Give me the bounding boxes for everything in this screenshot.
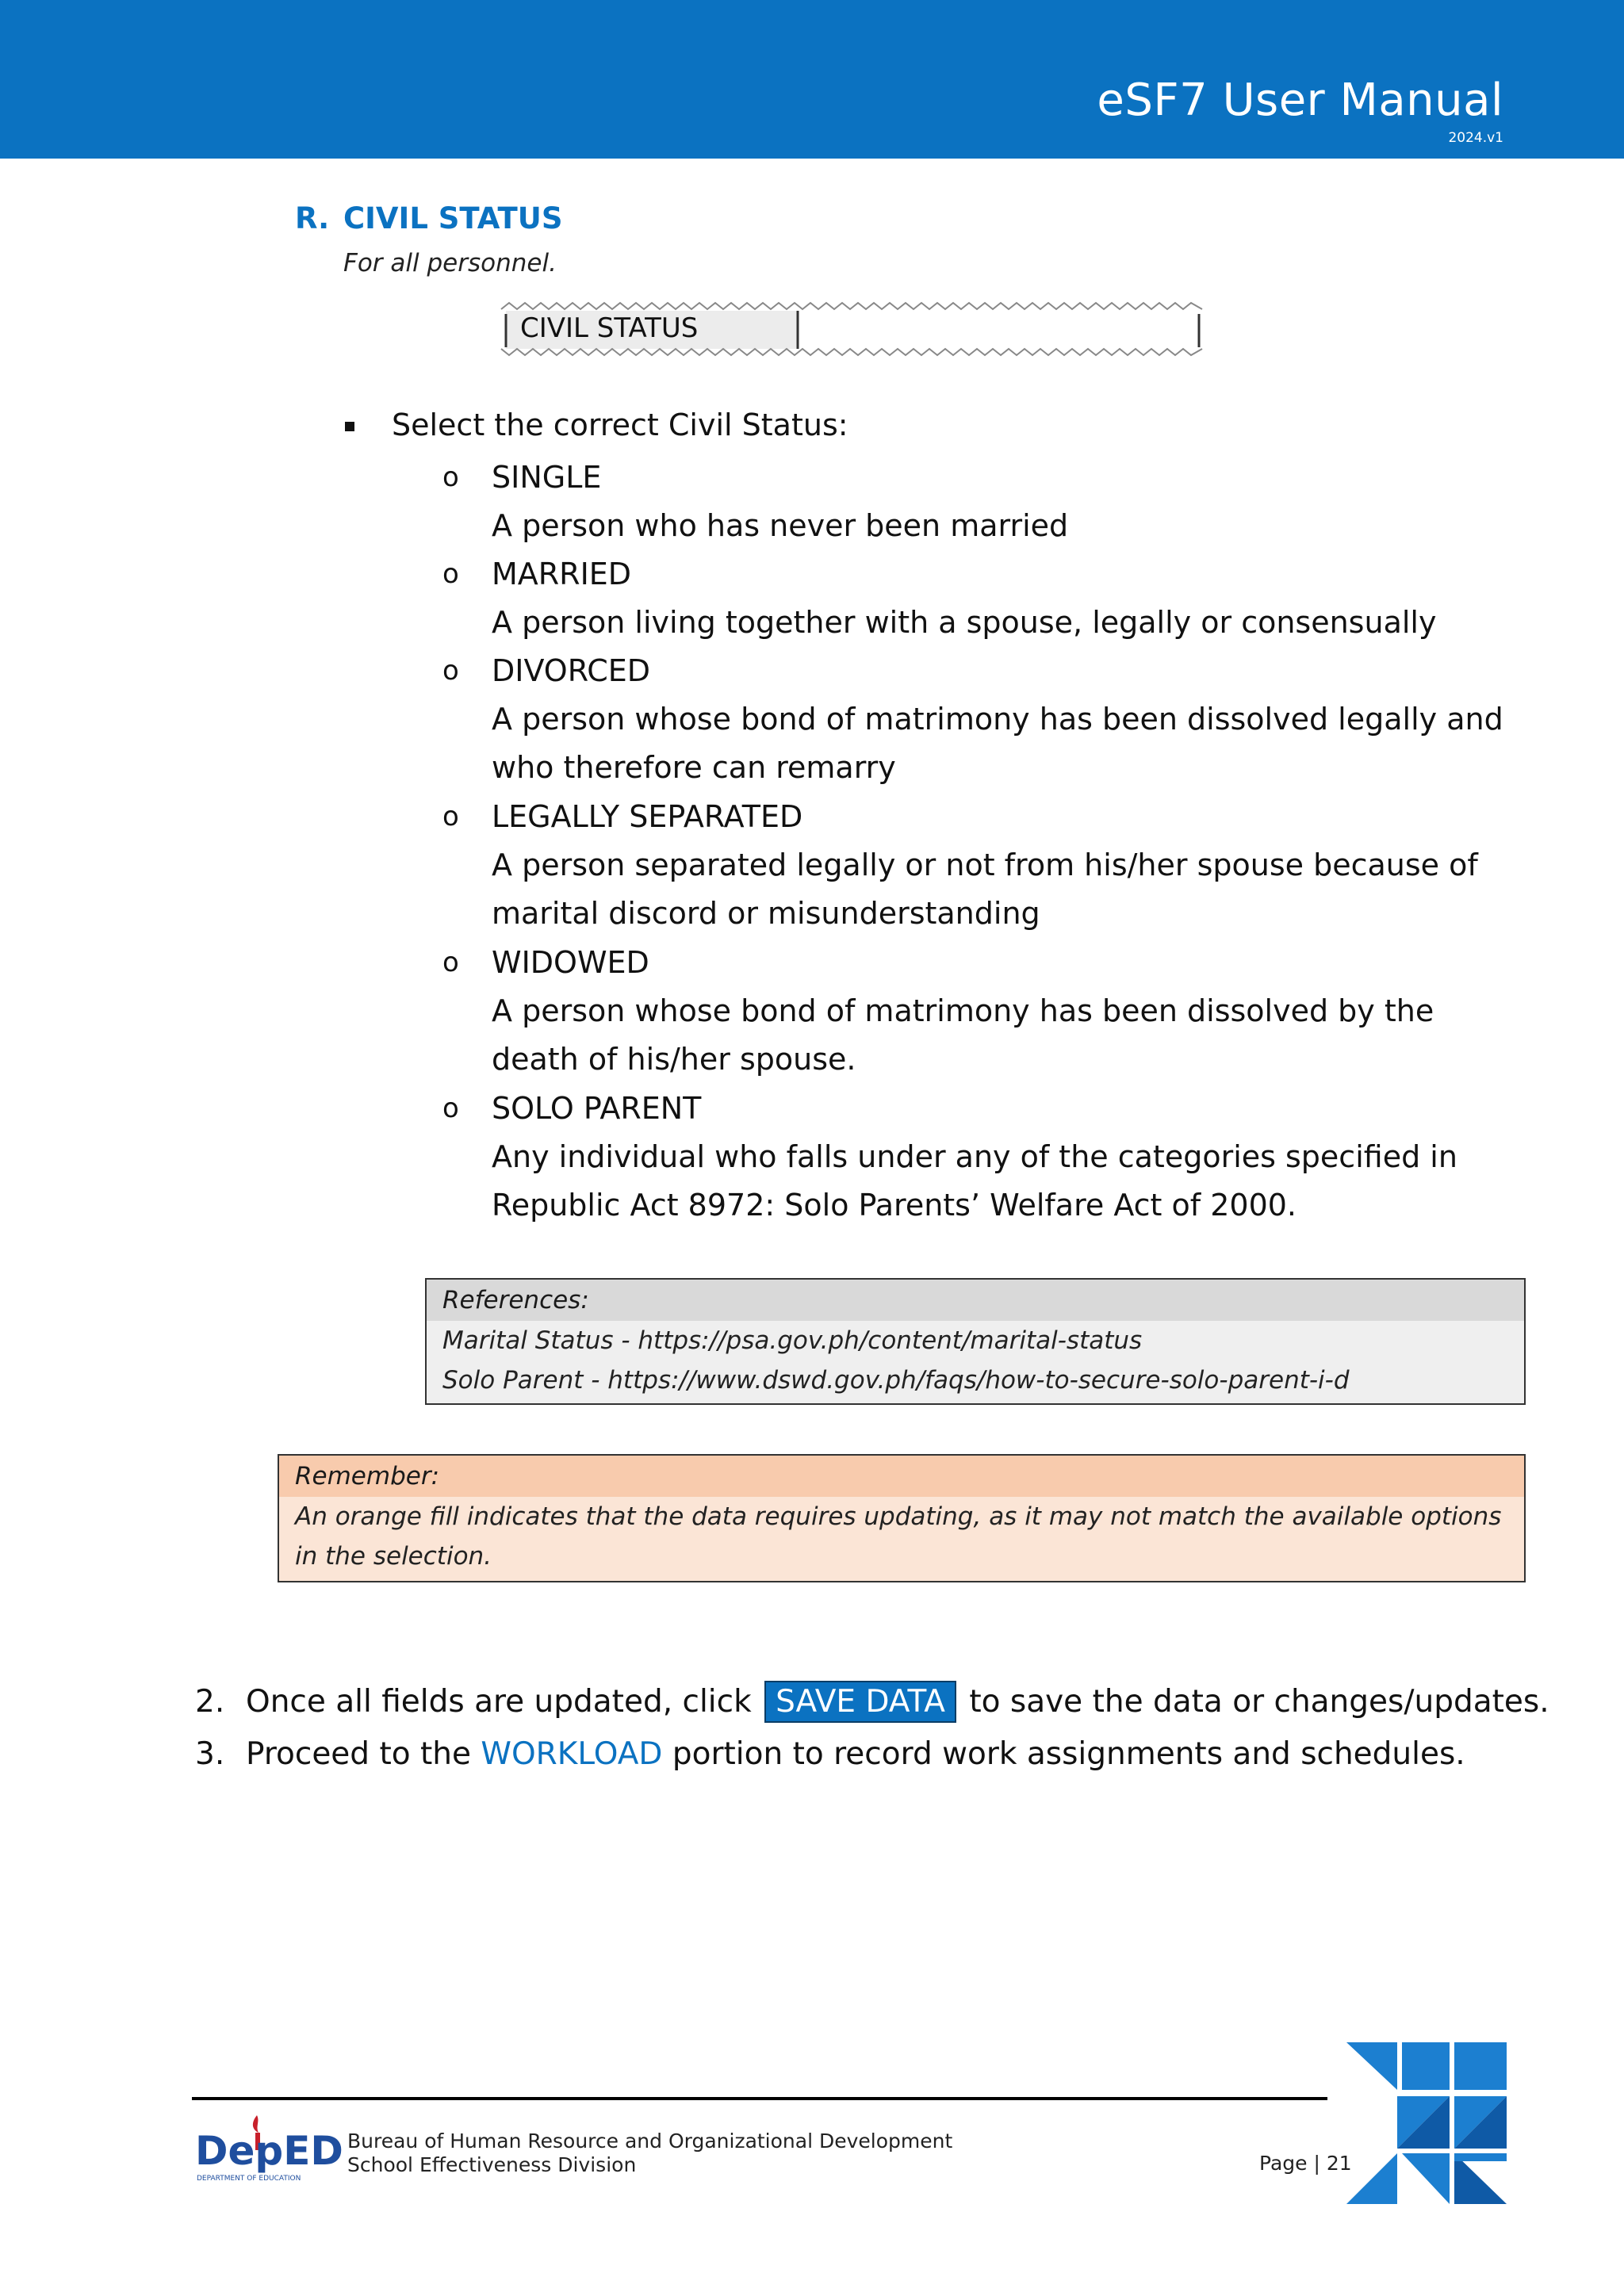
civil-status-field-snippet xyxy=(501,300,1202,358)
footer-org-line: School Effectiveness Division xyxy=(347,2153,637,2176)
footer-divider xyxy=(192,2097,1327,2100)
step-text: Once all fields are updated, click xyxy=(246,1684,752,1720)
option-name: LEGALLY SEPARATED xyxy=(492,799,803,834)
remember-box xyxy=(278,1454,1526,1582)
page-number: Page | 21 xyxy=(1259,2152,1352,2175)
option-description-line: Republic Act 8972: Solo Parents’ Welfare Act of 2000. xyxy=(492,1188,1297,1223)
footer-org-line: Bureau of Human Resource and Organizational Development xyxy=(347,2130,953,2152)
deped-logo xyxy=(195,2112,343,2185)
option-name: DIVORCED xyxy=(492,653,651,688)
option-description-line: A person whose bond of matrimony has been dissolved legally and xyxy=(492,702,1503,737)
references-box xyxy=(425,1278,1526,1405)
option-name: MARRIED xyxy=(492,557,632,591)
option-solo-parent xyxy=(442,1085,1553,1230)
references-heading: References: xyxy=(427,1280,1524,1321)
option-legally-separated xyxy=(442,793,1553,938)
section-subtitle: For all personnel. xyxy=(343,249,557,277)
option-description: A person living together with a spouse, legally or consensually xyxy=(492,605,1437,640)
option-description-line: Any individual who falls under any of the categories specified in xyxy=(492,1139,1457,1174)
option-description-line: marital discord or misunderstanding xyxy=(492,896,1040,931)
step-text: to save the data or changes/updates. xyxy=(969,1684,1549,1720)
step-text: portion to record work assignments and schedules. xyxy=(672,1736,1465,1772)
step-save xyxy=(195,1681,1591,1723)
reference-link[interactable]: Marital Status - https://psa.gov.ph/content/marital-status xyxy=(442,1326,1143,1355)
logo-subtext: DEPARTMENT OF EDUCATION xyxy=(197,2175,301,2183)
option-name: SOLO PARENT xyxy=(492,1091,702,1126)
option-name: SINGLE xyxy=(492,460,602,495)
document-title: eSF7 User Manual xyxy=(1097,75,1503,126)
logo-wordmark: DepED xyxy=(195,2128,343,2174)
footer-organization xyxy=(347,2130,952,2177)
section-title: CIVIL STATUS xyxy=(343,201,563,235)
option-description-line: death of his/her spouse. xyxy=(492,1042,856,1077)
bullet-square-icon xyxy=(345,422,354,431)
step-number: 3. xyxy=(195,1736,225,1772)
option-name: WIDOWED xyxy=(492,945,649,980)
civil-status-field-label: CIVIL STATUS xyxy=(520,312,699,344)
option-description-line: A person separated legally or not from his/her spouse because of xyxy=(492,848,1478,882)
save-data-button[interactable]: SAVE DATA xyxy=(764,1681,956,1723)
step-number: 2. xyxy=(195,1684,225,1720)
option-description-line: A person whose bond of matrimony has been dissolved by the xyxy=(492,993,1434,1028)
section-letter: R. xyxy=(295,201,330,235)
option-married xyxy=(442,550,1553,647)
step-workload xyxy=(195,1736,1591,1772)
corner-graphic-icon xyxy=(1346,2042,1508,2204)
option-description: A person who has never been married xyxy=(492,508,1069,543)
workload-link[interactable]: WORKLOAD xyxy=(481,1736,663,1772)
option-divorced xyxy=(442,647,1553,792)
remember-text-line: in the selection. xyxy=(295,1542,492,1571)
hollow-bullet-icon: o xyxy=(442,801,459,832)
step-text: Proceed to the xyxy=(246,1736,472,1772)
option-single xyxy=(442,453,1553,550)
hollow-bullet-icon: o xyxy=(442,461,459,493)
document-version: 2024.v1 xyxy=(1448,130,1503,146)
hollow-bullet-icon: o xyxy=(442,1093,459,1124)
hollow-bullet-icon: o xyxy=(442,655,459,687)
reference-link[interactable]: Solo Parent - https://www.dswd.gov.ph/faqs/how-to-secure-solo-parent-i-d xyxy=(442,1366,1350,1395)
hollow-bullet-icon: o xyxy=(442,558,459,590)
option-widowed xyxy=(442,939,1553,1084)
hollow-bullet-icon: o xyxy=(442,947,459,978)
option-description-line: who therefore can remarry xyxy=(492,750,896,785)
remember-heading: Remember: xyxy=(279,1456,1524,1497)
instruction-lead: Select the correct Civil Status: xyxy=(392,408,848,442)
remember-text-line: An orange fill indicates that the data requires updating, as it may not match the available options xyxy=(295,1502,1502,1531)
